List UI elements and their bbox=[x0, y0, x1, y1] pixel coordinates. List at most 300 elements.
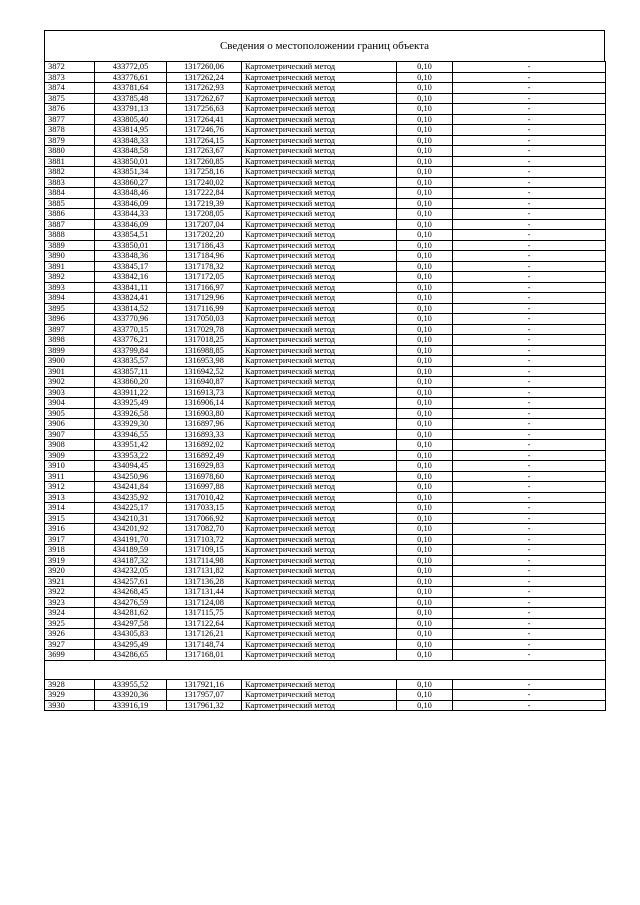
cell-y-coordinate: 1317116,99 bbox=[167, 303, 242, 314]
cell-y-coordinate: 1316978,60 bbox=[167, 471, 242, 482]
cell-x-coordinate: 434281,62 bbox=[95, 608, 167, 619]
cell-point-number: 3898 bbox=[45, 335, 95, 346]
cell-y-coordinate: 1317131,82 bbox=[167, 566, 242, 577]
table-row bbox=[45, 524, 606, 535]
table-row bbox=[45, 587, 606, 598]
cell-y-coordinate: 1317240,02 bbox=[167, 177, 242, 188]
cell-point-number: 3918 bbox=[45, 545, 95, 556]
cell-note: - bbox=[453, 177, 606, 188]
cell-x-coordinate: 433844,33 bbox=[95, 209, 167, 220]
cell-method: Картометрический метод bbox=[242, 135, 397, 146]
cell-note: - bbox=[453, 545, 606, 556]
cell-method: Картометрический метод bbox=[242, 492, 397, 503]
cell-point-number: 3900 bbox=[45, 356, 95, 367]
cell-accuracy: 0,10 bbox=[397, 167, 453, 178]
cell-method: Картометрический метод bbox=[242, 146, 397, 157]
cell-point-number: 3924 bbox=[45, 608, 95, 619]
cell-note: - bbox=[453, 261, 606, 272]
cell-y-coordinate: 1316897,96 bbox=[167, 419, 242, 430]
cell-accuracy: 0,10 bbox=[397, 314, 453, 325]
cell-method: Картометрический метод bbox=[242, 700, 397, 711]
cell-accuracy: 0,10 bbox=[397, 135, 453, 146]
cell-x-coordinate: 434225,17 bbox=[95, 503, 167, 514]
cell-note: - bbox=[453, 576, 606, 587]
cell-method: Картометрический метод bbox=[242, 398, 397, 409]
cell-point-number: 3903 bbox=[45, 387, 95, 398]
cell-method: Картометрический метод bbox=[242, 156, 397, 167]
cell-note: - bbox=[453, 461, 606, 472]
cell-x-coordinate: 433772,05 bbox=[95, 62, 167, 73]
cell-y-coordinate: 1317208,05 bbox=[167, 209, 242, 220]
cell-y-coordinate: 1317050,03 bbox=[167, 314, 242, 325]
cell-method: Картометрический метод bbox=[242, 555, 397, 566]
table-row bbox=[45, 198, 606, 209]
cell-x-coordinate: 433846,09 bbox=[95, 219, 167, 230]
cell-y-coordinate: 1317178,32 bbox=[167, 261, 242, 272]
cell-accuracy: 0,10 bbox=[397, 387, 453, 398]
cell-point-number: 3921 bbox=[45, 576, 95, 587]
cell-accuracy: 0,10 bbox=[397, 440, 453, 451]
cell-y-coordinate: 1317262,24 bbox=[167, 72, 242, 83]
cell-method: Картометрический метод bbox=[242, 272, 397, 283]
cell-point-number: 3883 bbox=[45, 177, 95, 188]
cell-x-coordinate: 434250,96 bbox=[95, 471, 167, 482]
cell-y-coordinate: 1317148,74 bbox=[167, 639, 242, 650]
cell-y-coordinate: 1316940,87 bbox=[167, 377, 242, 388]
cell-accuracy: 0,10 bbox=[397, 679, 453, 690]
table-row bbox=[45, 345, 606, 356]
cell-y-coordinate: 1317258,16 bbox=[167, 167, 242, 178]
cell-point-number: 3925 bbox=[45, 618, 95, 629]
cell-note: - bbox=[453, 566, 606, 577]
cell-x-coordinate: 433776,21 bbox=[95, 335, 167, 346]
cell-y-coordinate: 1317262,93 bbox=[167, 83, 242, 94]
cell-method: Картометрический метод bbox=[242, 618, 397, 629]
cell-accuracy: 0,10 bbox=[397, 156, 453, 167]
cell-method: Картометрический метод bbox=[242, 314, 397, 325]
cell-method: Картометрический метод bbox=[242, 587, 397, 598]
cell-method: Картометрический метод bbox=[242, 679, 397, 690]
cell-method: Картометрический метод bbox=[242, 429, 397, 440]
cell-x-coordinate: 433951,42 bbox=[95, 440, 167, 451]
cell-y-coordinate: 1317207,04 bbox=[167, 219, 242, 230]
cell-point-number: 3885 bbox=[45, 198, 95, 209]
cell-note: - bbox=[453, 345, 606, 356]
cell-point-number: 3876 bbox=[45, 104, 95, 115]
cell-point-number: 3878 bbox=[45, 125, 95, 136]
cell-method: Картометрический метод bbox=[242, 482, 397, 493]
cell-x-coordinate: 433799,84 bbox=[95, 345, 167, 356]
cell-point-number: 3897 bbox=[45, 324, 95, 335]
cell-method: Картометрический метод bbox=[242, 576, 397, 587]
table-row bbox=[45, 639, 606, 650]
cell-accuracy: 0,10 bbox=[397, 398, 453, 409]
cell-method: Картометрический метод bbox=[242, 83, 397, 94]
table-row bbox=[45, 629, 606, 640]
cell-method: Картометрический метод bbox=[242, 408, 397, 419]
cell-point-number: 3894 bbox=[45, 293, 95, 304]
cell-x-coordinate: 433929,30 bbox=[95, 419, 167, 430]
cell-y-coordinate: 1316892,49 bbox=[167, 450, 242, 461]
table-row bbox=[45, 261, 606, 272]
cell-point-number: 3929 bbox=[45, 690, 95, 701]
cell-accuracy: 0,10 bbox=[397, 524, 453, 535]
cell-method: Картометрический метод bbox=[242, 198, 397, 209]
cell-method: Картометрический метод bbox=[242, 251, 397, 262]
cell-note: - bbox=[453, 125, 606, 136]
cell-note: - bbox=[453, 135, 606, 146]
table-row bbox=[45, 377, 606, 388]
cell-x-coordinate: 433848,46 bbox=[95, 188, 167, 199]
cell-method: Картометрический метод bbox=[242, 125, 397, 136]
cell-note: - bbox=[453, 146, 606, 157]
cell-y-coordinate: 1317246,76 bbox=[167, 125, 242, 136]
table-row bbox=[45, 83, 606, 94]
cell-accuracy: 0,10 bbox=[397, 587, 453, 598]
cell-accuracy: 0,10 bbox=[397, 690, 453, 701]
table-row bbox=[45, 72, 606, 83]
cell-point-number: 3875 bbox=[45, 93, 95, 104]
cell-accuracy: 0,10 bbox=[397, 104, 453, 115]
cell-note: - bbox=[453, 482, 606, 493]
table-row bbox=[45, 450, 606, 461]
cell-point-number: 3882 bbox=[45, 167, 95, 178]
cell-accuracy: 0,10 bbox=[397, 146, 453, 157]
cell-note: - bbox=[453, 377, 606, 388]
cell-point-number: 3926 bbox=[45, 629, 95, 640]
cell-point-number: 3893 bbox=[45, 282, 95, 293]
cell-accuracy: 0,10 bbox=[397, 93, 453, 104]
document-sheet bbox=[44, 30, 605, 711]
cell-method: Картометрический метод bbox=[242, 303, 397, 314]
cell-y-coordinate: 1317264,41 bbox=[167, 114, 242, 125]
cell-y-coordinate: 1317115,75 bbox=[167, 608, 242, 619]
cell-x-coordinate: 433946,55 bbox=[95, 429, 167, 440]
cell-note: - bbox=[453, 272, 606, 283]
cell-point-number: 3909 bbox=[45, 450, 95, 461]
cell-accuracy: 0,10 bbox=[397, 261, 453, 272]
cell-note: - bbox=[453, 293, 606, 304]
table-row bbox=[45, 429, 606, 440]
cell-method: Картометрический метод bbox=[242, 629, 397, 640]
cell-y-coordinate: 1317202,20 bbox=[167, 230, 242, 241]
table-row bbox=[45, 608, 606, 619]
cell-point-number: 3901 bbox=[45, 366, 95, 377]
cell-method: Картометрический метод bbox=[242, 261, 397, 272]
table-row bbox=[45, 419, 606, 430]
cell-y-coordinate: 1317222,84 bbox=[167, 188, 242, 199]
cell-x-coordinate: 433814,95 bbox=[95, 125, 167, 136]
cell-point-number: 3919 bbox=[45, 555, 95, 566]
cell-y-coordinate: 1317260,85 bbox=[167, 156, 242, 167]
cell-x-coordinate: 433805,40 bbox=[95, 114, 167, 125]
cell-x-coordinate: 433926,58 bbox=[95, 408, 167, 419]
table-row bbox=[45, 408, 606, 419]
cell-method: Картометрический метод bbox=[242, 114, 397, 125]
table-row bbox=[45, 356, 606, 367]
cell-method: Картометрический метод bbox=[242, 471, 397, 482]
table-row bbox=[45, 398, 606, 409]
cell-note: - bbox=[453, 471, 606, 482]
cell-accuracy: 0,10 bbox=[397, 272, 453, 283]
cell-method: Картометрический метод bbox=[242, 419, 397, 430]
cell-point-number: 3907 bbox=[45, 429, 95, 440]
cell-note: - bbox=[453, 335, 606, 346]
table-row bbox=[45, 440, 606, 451]
cell-note: - bbox=[453, 440, 606, 451]
cell-x-coordinate: 434210,31 bbox=[95, 513, 167, 524]
table-row bbox=[45, 272, 606, 283]
cell-point-number: 3916 bbox=[45, 524, 95, 535]
table-row bbox=[45, 597, 606, 608]
cell-point-number: 3892 bbox=[45, 272, 95, 283]
cell-note: - bbox=[453, 629, 606, 640]
cell-x-coordinate: 433955,52 bbox=[95, 679, 167, 690]
cell-x-coordinate: 433842,16 bbox=[95, 272, 167, 283]
cell-y-coordinate: 1317262,67 bbox=[167, 93, 242, 104]
cell-x-coordinate: 434297,58 bbox=[95, 618, 167, 629]
table-row bbox=[45, 146, 606, 157]
cell-accuracy: 0,10 bbox=[397, 503, 453, 514]
cell-y-coordinate: 1317103,72 bbox=[167, 534, 242, 545]
cell-accuracy: 0,10 bbox=[397, 230, 453, 241]
cell-point-number: 3904 bbox=[45, 398, 95, 409]
cell-note: - bbox=[453, 503, 606, 514]
cell-accuracy: 0,10 bbox=[397, 545, 453, 556]
cell-point-number: 3910 bbox=[45, 461, 95, 472]
cell-x-coordinate: 433920,36 bbox=[95, 690, 167, 701]
cell-accuracy: 0,10 bbox=[397, 177, 453, 188]
cell-x-coordinate: 433835,57 bbox=[95, 356, 167, 367]
table-row bbox=[45, 366, 606, 377]
cell-accuracy: 0,10 bbox=[397, 366, 453, 377]
cell-note: - bbox=[453, 356, 606, 367]
cell-x-coordinate: 433854,51 bbox=[95, 230, 167, 241]
table-row bbox=[45, 545, 606, 556]
cell-y-coordinate: 1317961,32 bbox=[167, 700, 242, 711]
cell-y-coordinate: 1317124,08 bbox=[167, 597, 242, 608]
cell-y-coordinate: 1316929,83 bbox=[167, 461, 242, 472]
table-row bbox=[45, 104, 606, 115]
cell-x-coordinate: 433776,61 bbox=[95, 72, 167, 83]
cell-point-number: 3913 bbox=[45, 492, 95, 503]
cell-x-coordinate: 433860,27 bbox=[95, 177, 167, 188]
cell-accuracy: 0,10 bbox=[397, 282, 453, 293]
cell-accuracy: 0,10 bbox=[397, 125, 453, 136]
cell-method: Картометрический метод bbox=[242, 93, 397, 104]
cell-accuracy: 0,10 bbox=[397, 209, 453, 220]
cell-point-number: 3899 bbox=[45, 345, 95, 356]
cell-note: - bbox=[453, 314, 606, 325]
cell-method: Картометрический метод bbox=[242, 650, 397, 661]
cell-note: - bbox=[453, 429, 606, 440]
cell-accuracy: 0,10 bbox=[397, 408, 453, 419]
table-gap-row bbox=[45, 660, 606, 679]
table-row bbox=[45, 156, 606, 167]
cell-note: - bbox=[453, 282, 606, 293]
table-row bbox=[45, 93, 606, 104]
cell-method: Картометрический метод bbox=[242, 608, 397, 619]
cell-y-coordinate: 1316913,73 bbox=[167, 387, 242, 398]
cell-y-coordinate: 1317172,05 bbox=[167, 272, 242, 283]
table-row bbox=[45, 534, 606, 545]
cell-y-coordinate: 1316903,80 bbox=[167, 408, 242, 419]
table-row bbox=[45, 62, 606, 73]
cell-accuracy: 0,10 bbox=[397, 251, 453, 262]
table-row bbox=[45, 513, 606, 524]
cell-accuracy: 0,10 bbox=[397, 72, 453, 83]
cell-accuracy: 0,10 bbox=[397, 377, 453, 388]
table-row bbox=[45, 230, 606, 241]
table-row bbox=[45, 125, 606, 136]
boundary-table-body bbox=[45, 62, 606, 711]
cell-accuracy: 0,10 bbox=[397, 534, 453, 545]
cell-y-coordinate: 1317018,25 bbox=[167, 335, 242, 346]
cell-point-number: 3889 bbox=[45, 240, 95, 251]
cell-y-coordinate: 1317957,07 bbox=[167, 690, 242, 701]
cell-point-number: 3874 bbox=[45, 83, 95, 94]
cell-point-number: 3911 bbox=[45, 471, 95, 482]
cell-x-coordinate: 434305,83 bbox=[95, 629, 167, 640]
cell-point-number: 3890 bbox=[45, 251, 95, 262]
cell-method: Картометрический метод bbox=[242, 167, 397, 178]
cell-point-number: 3914 bbox=[45, 503, 95, 514]
table-row bbox=[45, 303, 606, 314]
cell-note: - bbox=[453, 650, 606, 661]
cell-point-number: 3902 bbox=[45, 377, 95, 388]
table-row bbox=[45, 335, 606, 346]
table-row bbox=[45, 618, 606, 629]
cell-note: - bbox=[453, 408, 606, 419]
cell-point-number: 3888 bbox=[45, 230, 95, 241]
cell-note: - bbox=[453, 114, 606, 125]
cell-y-coordinate: 1316988,85 bbox=[167, 345, 242, 356]
cell-y-coordinate: 1317010,42 bbox=[167, 492, 242, 503]
cell-accuracy: 0,10 bbox=[397, 450, 453, 461]
cell-note: - bbox=[453, 524, 606, 535]
cell-y-coordinate: 1316997,88 bbox=[167, 482, 242, 493]
cell-accuracy: 0,10 bbox=[397, 639, 453, 650]
cell-y-coordinate: 1317186,43 bbox=[167, 240, 242, 251]
cell-point-number: 3906 bbox=[45, 419, 95, 430]
cell-accuracy: 0,10 bbox=[397, 419, 453, 430]
cell-x-coordinate: 434241,84 bbox=[95, 482, 167, 493]
cell-method: Картометрический метод bbox=[242, 690, 397, 701]
cell-point-number: 3928 bbox=[45, 679, 95, 690]
table-row bbox=[45, 690, 606, 701]
cell-note: - bbox=[453, 93, 606, 104]
cell-x-coordinate: 433851,34 bbox=[95, 167, 167, 178]
cell-y-coordinate: 1317260,06 bbox=[167, 62, 242, 73]
cell-note: - bbox=[453, 83, 606, 94]
cell-method: Картометрический метод bbox=[242, 639, 397, 650]
table-row bbox=[45, 167, 606, 178]
cell-y-coordinate: 1317219,39 bbox=[167, 198, 242, 209]
cell-y-coordinate: 1316942,52 bbox=[167, 366, 242, 377]
table-title: Сведения о местоположении границ объекта bbox=[44, 30, 605, 61]
cell-accuracy: 0,10 bbox=[397, 303, 453, 314]
cell-method: Картометрический метод bbox=[242, 293, 397, 304]
cell-y-coordinate: 1317168,01 bbox=[167, 650, 242, 661]
cell-method: Картометрический метод bbox=[242, 524, 397, 535]
table-row bbox=[45, 135, 606, 146]
cell-method: Картометрический метод bbox=[242, 188, 397, 199]
cell-x-coordinate: 433814,52 bbox=[95, 303, 167, 314]
cell-accuracy: 0,10 bbox=[397, 219, 453, 230]
cell-accuracy: 0,10 bbox=[397, 114, 453, 125]
cell-point-number: 3917 bbox=[45, 534, 95, 545]
cell-method: Картометрический метод bbox=[242, 440, 397, 451]
cell-x-coordinate: 433953,22 bbox=[95, 450, 167, 461]
cell-x-coordinate: 433841,11 bbox=[95, 282, 167, 293]
cell-method: Картометрический метод bbox=[242, 356, 397, 367]
cell-method: Картометрический метод bbox=[242, 230, 397, 241]
cell-accuracy: 0,10 bbox=[397, 482, 453, 493]
table-row bbox=[45, 650, 606, 661]
cell-note: - bbox=[453, 700, 606, 711]
cell-accuracy: 0,10 bbox=[397, 492, 453, 503]
cell-note: - bbox=[453, 419, 606, 430]
cell-accuracy: 0,10 bbox=[397, 83, 453, 94]
table-row bbox=[45, 282, 606, 293]
cell-y-coordinate: 1317256,63 bbox=[167, 104, 242, 115]
cell-accuracy: 0,10 bbox=[397, 566, 453, 577]
cell-accuracy: 0,10 bbox=[397, 555, 453, 566]
cell-method: Картометрический метод bbox=[242, 282, 397, 293]
cell-point-number: 3930 bbox=[45, 700, 95, 711]
cell-point-number: 3886 bbox=[45, 209, 95, 220]
cell-x-coordinate: 434201,92 bbox=[95, 524, 167, 535]
table-row bbox=[45, 492, 606, 503]
table-row bbox=[45, 471, 606, 482]
cell-note: - bbox=[453, 219, 606, 230]
cell-note: - bbox=[453, 555, 606, 566]
cell-y-coordinate: 1317029,78 bbox=[167, 324, 242, 335]
cell-method: Картометрический метод bbox=[242, 366, 397, 377]
cell-y-coordinate: 1317264,15 bbox=[167, 135, 242, 146]
cell-y-coordinate: 1316953,98 bbox=[167, 356, 242, 367]
cell-point-number: 3908 bbox=[45, 440, 95, 451]
cell-x-coordinate: 433824,41 bbox=[95, 293, 167, 304]
cell-method: Картометрический метод bbox=[242, 387, 397, 398]
table-row bbox=[45, 700, 606, 711]
cell-point-number: 3887 bbox=[45, 219, 95, 230]
cell-method: Картометрический метод bbox=[242, 209, 397, 220]
table-row bbox=[45, 251, 606, 262]
cell-x-coordinate: 434232,05 bbox=[95, 566, 167, 577]
cell-point-number: 3915 bbox=[45, 513, 95, 524]
cell-accuracy: 0,10 bbox=[397, 576, 453, 587]
table-row bbox=[45, 188, 606, 199]
table-row bbox=[45, 114, 606, 125]
cell-method: Картометрический метод bbox=[242, 324, 397, 335]
cell-y-coordinate: 1317126,21 bbox=[167, 629, 242, 640]
cell-y-coordinate: 1316893,33 bbox=[167, 429, 242, 440]
cell-point-number: 3877 bbox=[45, 114, 95, 125]
cell-accuracy: 0,10 bbox=[397, 700, 453, 711]
cell-method: Картометрический метод bbox=[242, 345, 397, 356]
cell-x-coordinate: 434191,70 bbox=[95, 534, 167, 545]
cell-x-coordinate: 433791,13 bbox=[95, 104, 167, 115]
cell-note: - bbox=[453, 513, 606, 524]
cell-method: Картометрический метод bbox=[242, 534, 397, 545]
cell-accuracy: 0,10 bbox=[397, 461, 453, 472]
cell-note: - bbox=[453, 492, 606, 503]
cell-note: - bbox=[453, 72, 606, 83]
table-row bbox=[45, 314, 606, 325]
cell-point-number: 3895 bbox=[45, 303, 95, 314]
cell-y-coordinate: 1317122,64 bbox=[167, 618, 242, 629]
